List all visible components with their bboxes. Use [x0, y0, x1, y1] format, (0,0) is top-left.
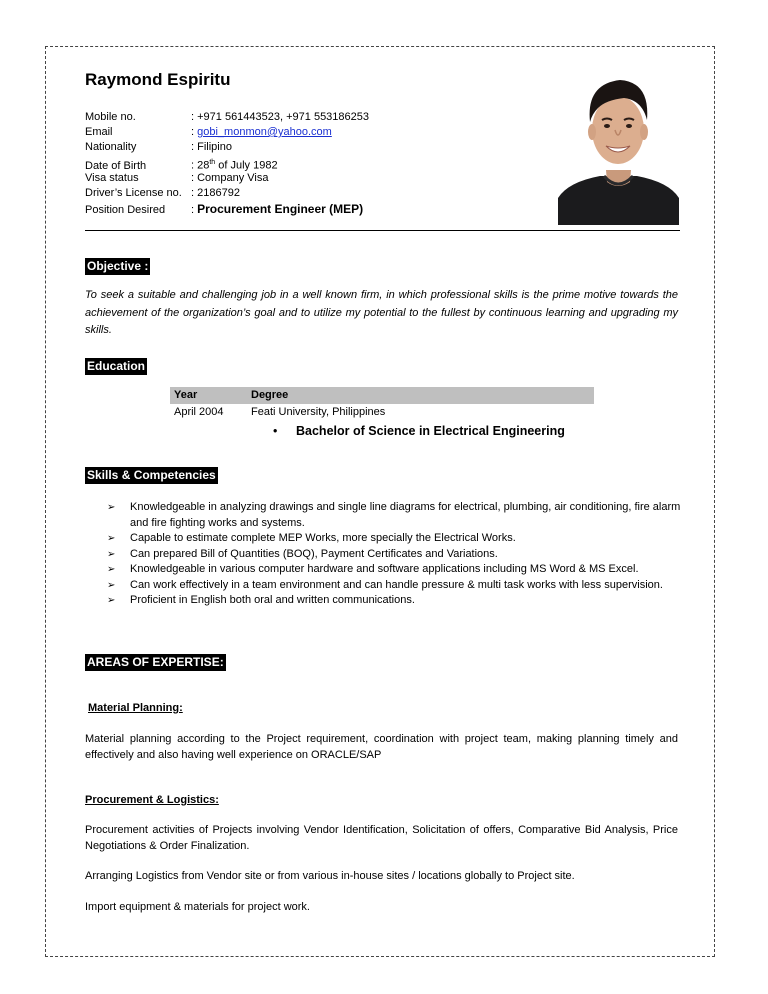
arrow-bullet-icon: ➢ — [107, 564, 116, 575]
list-item — [107, 593, 682, 609]
skill-text: Capable to estimate complete MEP Works, more specially the Electrical Works. — [130, 532, 516, 544]
dob-label: Date of Birth — [85, 159, 147, 172]
dob-day: : 28 — [191, 159, 210, 172]
dob-ordinal: th — [209, 159, 216, 166]
nationality-label: Nationality — [85, 141, 137, 153]
arrow-bullet-icon: ➢ — [107, 548, 116, 560]
arrow-bullet-icon: ➢ — [107, 595, 116, 606]
material-planning-text: Material planning according to the Project requirement, coordination with project team, making planning timely and effectively and also having well experience on ORACLE/SAP — [85, 733, 678, 761]
bullet-icon: • — [273, 424, 278, 438]
skill-text: Proficient in English both oral and written communications. — [130, 594, 415, 606]
license-label: Driver’s License no. — [85, 187, 182, 199]
skills-list — [107, 500, 682, 609]
arrow-bullet-icon: ➢ — [107, 579, 116, 591]
skill-text: Can work effectively in a team environment and can handle pressure & multi task works with less supervision. — [130, 578, 663, 591]
dob-month-year: of July 1982 — [215, 159, 278, 172]
degree-item — [273, 423, 565, 439]
license-row — [85, 186, 240, 201]
nationality-row — [85, 140, 232, 155]
degree-name: Bachelor of Science in Electrical Engineering — [296, 424, 565, 438]
col-year: Year — [174, 389, 198, 401]
procurement-text-1: Procurement activities of Projects involving Vendor Identification, Solicitation of offers, Comparative Bid Analysis, Price Negotiations & Order Finalization. — [85, 824, 678, 852]
mobile-label: Mobile no. — [85, 111, 136, 123]
list-item — [107, 547, 682, 563]
header-divider — [85, 230, 680, 231]
list-item — [107, 531, 682, 547]
list-item — [107, 562, 682, 578]
objective-heading: Objective : — [87, 259, 149, 273]
email-colon: : — [191, 126, 198, 138]
email-label: Email — [85, 126, 113, 138]
skill-text: Can prepared Bill of Quantities (BOQ), Payment Certificates and Variations. — [130, 547, 498, 560]
education-heading: Education — [87, 359, 146, 373]
position-label: Position Desired — [85, 204, 166, 216]
procurement-heading: Procurement & Logistics: — [85, 794, 219, 806]
list-item — [107, 500, 682, 531]
position-colon: : — [191, 204, 198, 216]
arrow-bullet-icon: ➢ — [107, 533, 116, 544]
skill-text: Knowledgeable in analyzing drawings and single line diagrams for electrical, plumbing, air conditioning, fire alarm and fire fighting works and systems. — [130, 501, 681, 529]
procurement-text-2: Arranging Logistics from Vendor site or from various in-house sites / locations globally to Project site. — [85, 870, 575, 882]
objective-text: To seek a suitable and challenging job in a well known firm, in which professional skills is the prime motive towards the achievement of the organization’s goal and to utilize my potential to the fullest by continuous learning and upgrading my skills. — [85, 289, 678, 336]
position-row — [85, 202, 363, 217]
procurement-text-3: Import equipment & materials for project work. — [85, 901, 310, 913]
education-school: Feati University, Philippines — [251, 406, 386, 418]
education-year: April 2004 — [174, 406, 224, 418]
email-link[interactable]: gobi_monmon@yahoo.com — [197, 126, 332, 138]
mobile-value: : +971 561443523, +971 553186253 — [191, 111, 370, 123]
email-row — [85, 125, 332, 140]
education-row — [170, 404, 594, 421]
skills-heading: Skills & Competencies — [87, 468, 216, 482]
position-value: Procurement Engineer (MEP) — [197, 202, 364, 216]
visa-value: : Company Visa — [191, 172, 269, 184]
skill-text: Knowledgeable in various computer hardware and software applications including MS Word & MS Excel. — [130, 563, 639, 575]
candidate-name: Raymond Espiritu — [85, 70, 231, 89]
list-item — [107, 578, 682, 594]
profile-photo — [558, 70, 679, 225]
nationality-value: : Filipino — [191, 141, 232, 153]
dob-row — [85, 155, 278, 170]
arrow-bullet-icon: ➢ — [107, 502, 116, 513]
expertise-heading: AREAS OF EXPERTISE: — [87, 655, 224, 669]
visa-row — [85, 171, 268, 186]
material-planning-heading: Material Planning: — [88, 702, 183, 714]
education-table-header — [170, 387, 594, 404]
col-degree: Degree — [251, 389, 289, 401]
mobile-row — [85, 110, 369, 125]
license-value: : 2186792 — [191, 187, 240, 199]
visa-label: Visa status — [85, 172, 139, 184]
